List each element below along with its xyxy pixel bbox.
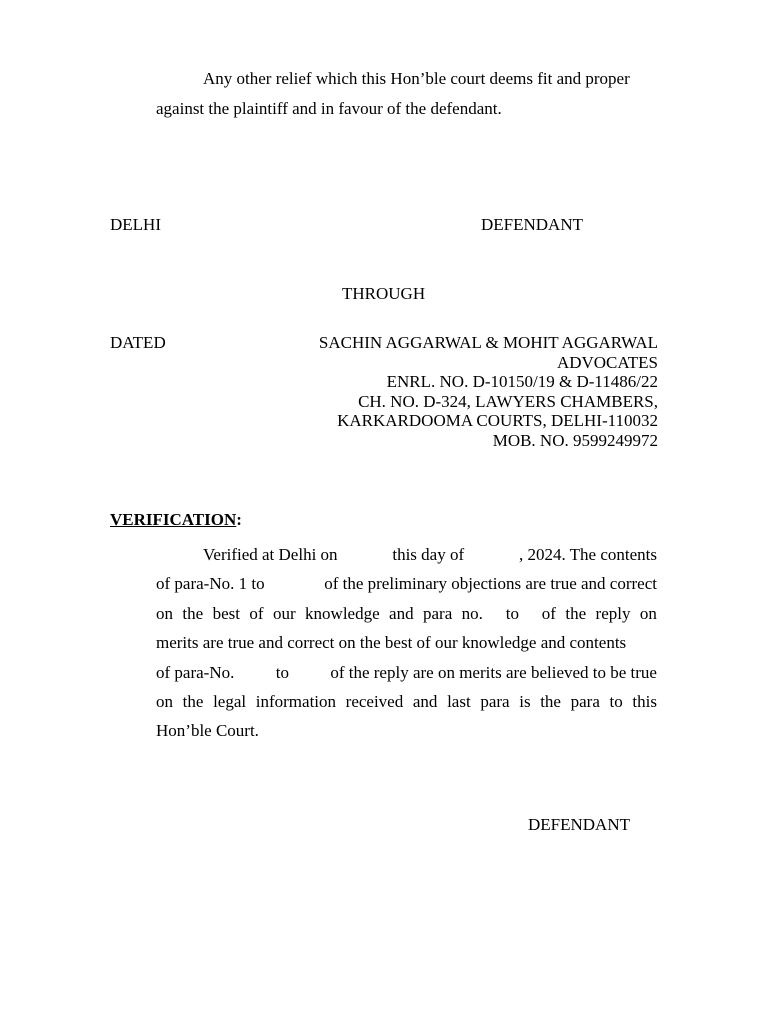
verification-line-2	[156, 569, 657, 598]
deponent-name: DEFENDANT	[528, 815, 630, 834]
verification-heading	[110, 510, 242, 530]
verification-word: to	[505, 603, 519, 623]
counsel-designation: ADVOCATES	[556, 352, 658, 372]
verification-fragment: merits are true and correct on the best of our knowledge and contents	[156, 633, 627, 653]
verification-word: para	[570, 691, 600, 711]
verification-word: the	[565, 603, 587, 623]
verification-word: to	[609, 691, 623, 711]
verification-fragment: Verified at Delhi on	[203, 545, 338, 564]
verification-fragment: Hon’ble Court.	[156, 721, 259, 741]
verification-heading-colon: :	[236, 510, 242, 529]
verification-word: no.	[461, 603, 483, 623]
verification-word: our	[272, 603, 296, 623]
verification-line-7	[156, 716, 657, 745]
verification-fragment: of para-No. 1 to	[156, 574, 265, 594]
verification-word: best	[212, 603, 240, 623]
counsel-mobile: MOB. NO. 9599249972	[492, 430, 658, 450]
verification-fragment: this day of	[392, 545, 465, 564]
verification-word: on	[639, 603, 657, 623]
verification-word: knowledge	[305, 603, 380, 623]
party-name: DEFENDANT	[481, 215, 583, 234]
verification-fragment: of the preliminary objections are true and correct	[324, 574, 657, 594]
counsel-block	[319, 333, 658, 451]
relief-line-1: Any other relief which this Hon’ble court deems fit and proper	[203, 69, 630, 88]
verification-fragment: of para-No.	[156, 662, 235, 682]
verification-fragment: of the reply are on merits are believed to be true	[330, 662, 657, 682]
verification-fragment: to	[275, 662, 289, 682]
verification-word: the	[540, 691, 561, 711]
verification-heading-text: VERIFICATION	[110, 510, 237, 529]
dated-label: DATED	[110, 333, 166, 352]
blank-space	[492, 599, 496, 628]
verification-line-5	[156, 658, 657, 687]
place: DELHI	[110, 215, 161, 234]
verification-word: last	[447, 691, 471, 711]
verification-word: para	[480, 691, 510, 711]
verification-word: is	[519, 691, 531, 711]
verification-word: information	[255, 691, 337, 711]
verification-body	[156, 540, 657, 746]
verification-line-4	[156, 628, 657, 657]
verification-word: of	[541, 603, 556, 623]
counsel-names: SACHIN AGGARWAL & MOHIT AGGARWAL	[318, 333, 658, 352]
counsel-court-address: KARKARDOOMA COURTS, DELHI-110032	[337, 411, 658, 431]
verification-word: the	[182, 691, 204, 711]
verification-word: the	[182, 603, 204, 623]
through-label: THROUGH	[342, 284, 426, 303]
verification-line-1	[156, 540, 657, 569]
verification-word: on	[156, 603, 173, 623]
verification-word: and	[412, 691, 438, 711]
counsel-enrolment: ENRL. NO. D-10150/19 & D-11486/22	[386, 372, 658, 392]
counsel-chamber: CH. NO. D-324, LAWYERS CHAMBERS,	[358, 391, 658, 411]
verification-word: of	[249, 603, 264, 623]
verification-word: and	[389, 603, 414, 623]
blank-space	[528, 599, 532, 628]
verification-word: reply	[595, 603, 631, 623]
verification-word: on	[156, 691, 173, 711]
verification-word: para	[423, 603, 453, 623]
relief-line-2: against the plaintiff and in favour of the defendant.	[156, 99, 502, 118]
verification-fragment: , 2024. The contents	[518, 545, 657, 564]
verification-word: legal	[213, 691, 247, 711]
verification-line-3	[156, 599, 657, 628]
verification-word: received	[345, 691, 404, 711]
verification-word: this	[632, 691, 657, 711]
verification-line-6	[156, 687, 657, 716]
